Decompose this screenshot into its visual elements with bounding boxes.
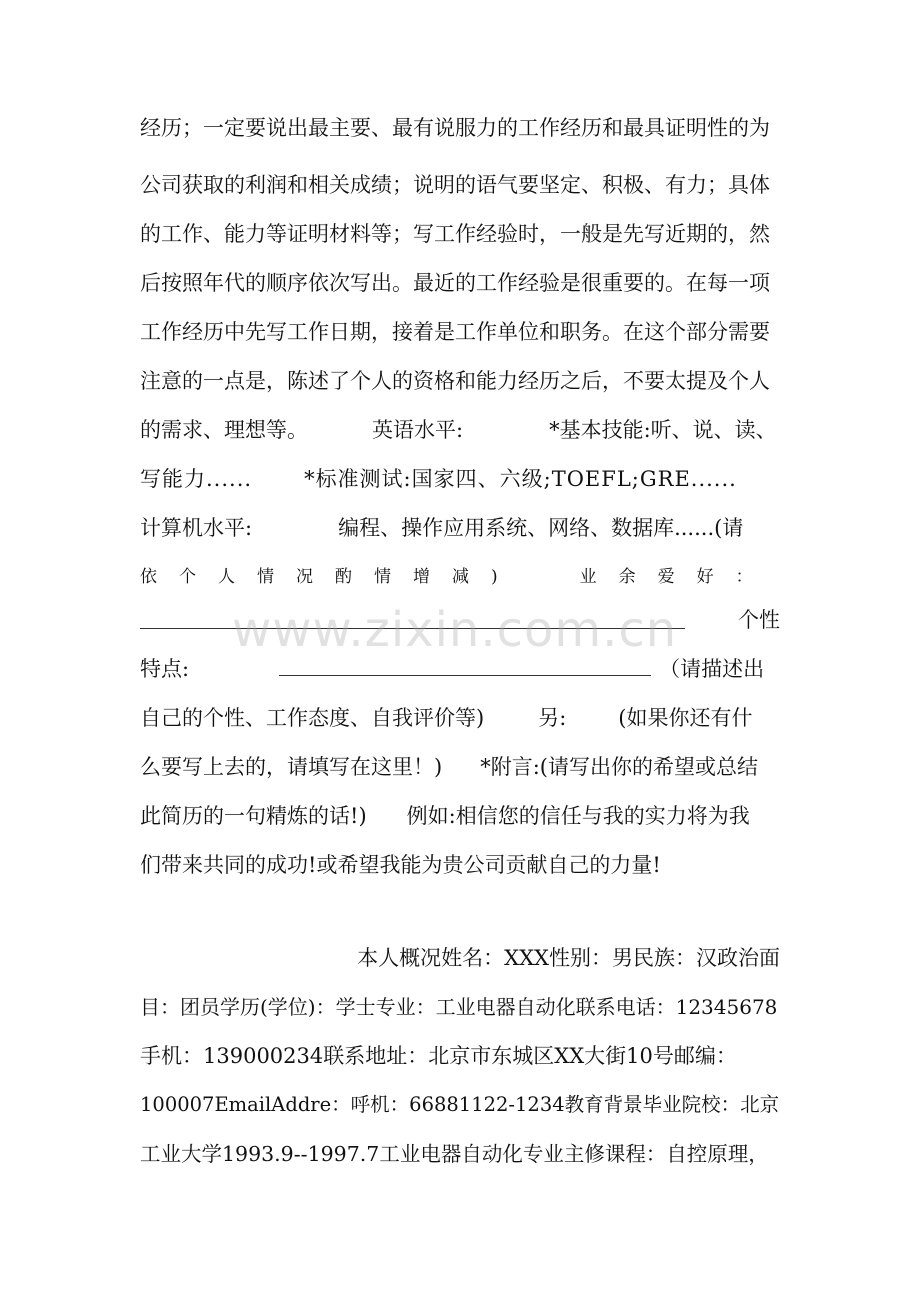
label-computer-level: 计算机水平: [140,516,253,540]
text-line [140,798,780,834]
text-line: 后按照年代的顺序依次写出。最近的工作经验是很重要的。在每一项 [140,271,770,295]
text-line: 公司获取的利润和相关成绩；说明的语气要坚定、积极、有力；具体 [140,173,770,197]
text-line: 手机：139000234联系地址：北京市东城区XX大街10号邮编： [140,1044,737,1068]
personality-blank-line [279,651,651,676]
text-segment: 例如:相信您的信任与我的实力将为我 [406,804,750,828]
text-line: 注意的一点是，陈述了个人的资格和能力经历之后，不要太提及个人 [140,369,770,393]
text-line: 工作经历中先写工作日期，接着是工作单位和职务。在这个部分需要 [140,320,770,344]
text-segment: 么要写上去的，请填写在这里！) [140,755,443,779]
text-segment: 写能力...... [140,467,253,491]
text-line: 个性 [738,608,780,632]
text-line [140,559,780,595]
text-line: 经历；一定要说出最主要、最有说服力的工作经历和最具证明性的为 [140,116,770,140]
text-line [140,700,780,736]
text-line [140,510,780,546]
text-segment: 编程、操作应用系统、网络、数据库......(请 [338,516,744,540]
text-segment: 的需求、理想等。 [140,418,308,442]
label-english-level: 英语水平: [372,418,464,442]
text-line [140,412,780,448]
text-line: 目：团员学历(学位)：学士专业：工业电器自动化联系电话：12345678 [140,995,778,1019]
text-line: 本人概况姓名：XXX性别：男民族：汉政治面 [357,946,780,970]
text-line: 们带来共同的成功!或希望我能为贵公司贡献自己的力量! [140,853,661,877]
text-segment: 依个人情况酌情增减) [140,567,520,587]
text-segment: *标准测试:国家四、六级;TOEFL;GRE...... [304,467,737,491]
label-hobbies: 业余爱好： [579,567,775,587]
text-line [140,461,780,497]
text-line: 100007EmailAddre：呼机：66881122-1234教育背景毕业院校：北京 [140,1093,780,1116]
text-line [140,749,780,785]
text-segment: (如果你还有什 [618,706,753,730]
watermark: www.zixin.com.cn [232,602,678,658]
label-personality: 特点: [140,657,190,681]
text-segment: 自己的个性、工作态度、自我评价等) [140,706,485,730]
label-other: 另: [538,706,567,730]
text-segment: （请描述出 [659,657,765,681]
text-segment: 此简历的一句精炼的话!) [140,804,367,828]
text-line: 的工作、能力等证明材料等；写工作经验时，一般是先写近期的，然 [140,222,770,246]
text-line: 工业大学1993.9--1997.7工业电器自动化专业主修课程：自控原理， [140,1142,769,1166]
text-segment: *附言:(请写出你的希望或总结 [480,755,758,779]
text-line [140,651,780,687]
text-segment: *基本技能:听、说、读、 [549,418,777,442]
